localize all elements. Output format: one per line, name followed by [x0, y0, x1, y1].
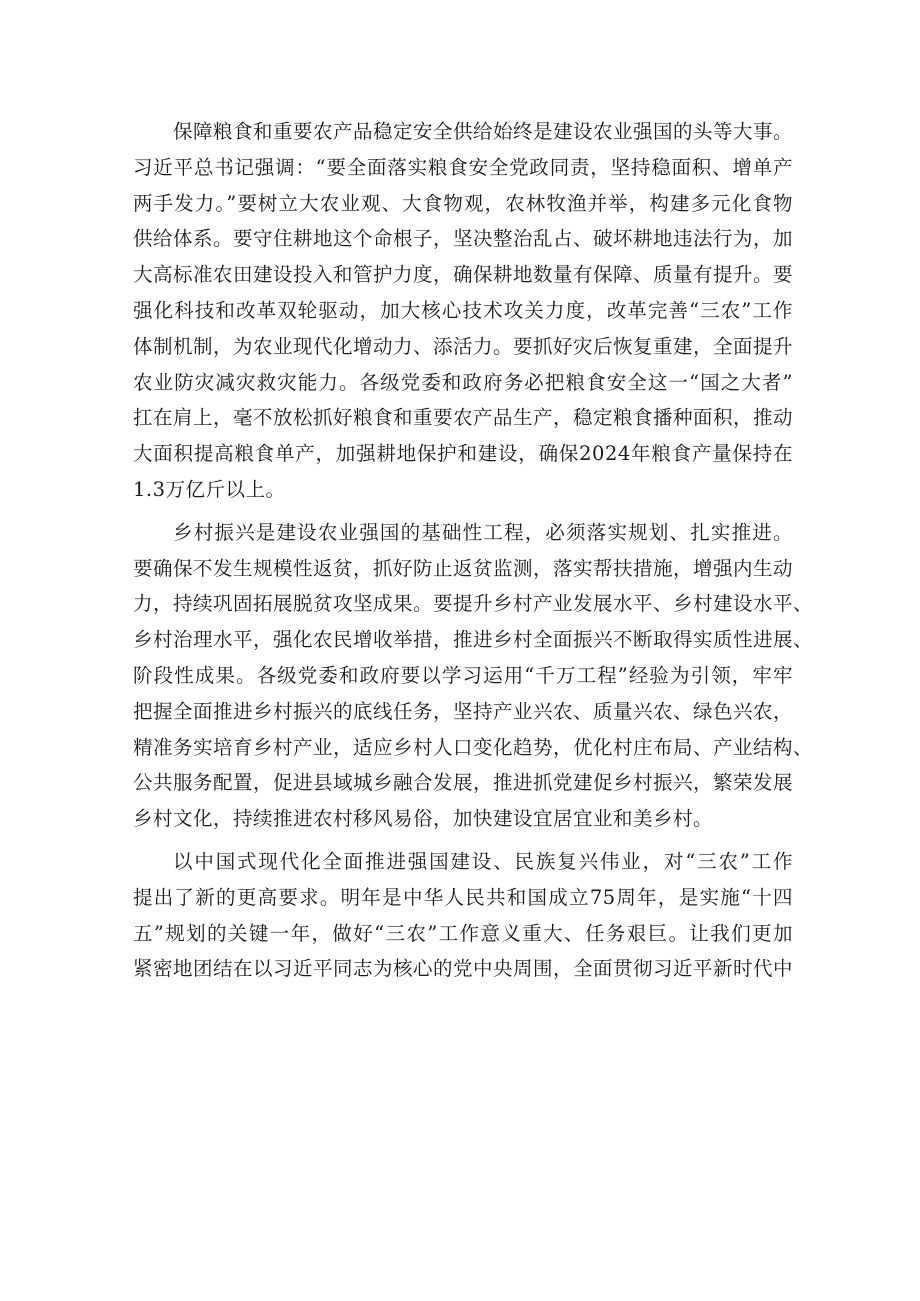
text-line: 扛在肩上，毫不放松抓好粮食和重要农产品生产，稳定粮食播种面积，推动: [133, 406, 794, 430]
paragraph-3: [133, 844, 793, 987]
text-line: 提出了新的更高要求。明年是中华人民共和国成立75周年，是实施“十四: [133, 885, 793, 909]
text-line: 精准务实培育乡村产业，适应乡村人口变化趋势，优化村庄布局、产业结构、: [133, 735, 814, 759]
text-line: 两手发力。”要树立大农业观、大食物观，农林牧渔并举，构建多元化食物: [133, 191, 793, 215]
text-line: 公共服务配置，促进县域城乡融合发展，推进抓党建促乡村振兴，繁荣发展: [133, 771, 794, 795]
text-line: 大面积提高粮食单产，加强耕地保护和建设，确保2024年粮食产量保持在: [133, 442, 793, 466]
text-line: 农业防灾减灾救灾能力。各级党委和政府务必把粮食安全这一“国之大者”: [133, 370, 793, 394]
paragraph-1: [133, 114, 793, 508]
text-line: 乡村治理水平，强化农民增收举措，推进乡村全面振兴不断取得实质性进展、: [133, 628, 814, 652]
text-line: 供给体系。要守住耕地这个命根子，坚决整治乱占、破坏耕地违法行为，加: [133, 227, 794, 251]
text-line: 1.3万亿斤以上。: [133, 477, 286, 501]
text-line: 紧密地团结在以习近平同志为核心的党中央周围，全面贯彻习近平新时代中: [133, 957, 794, 981]
text-line: 习近平总书记强调：“要全面落实粮食安全党政同责，坚持稳面积、增单产: [133, 155, 793, 179]
text-line: 以中国式现代化全面推进强国建设、民族复兴伟业，对“三农”工作: [173, 849, 793, 873]
text-line: 保障粮食和重要农产品稳定安全供给始终是建设农业强国的头等大事。: [173, 120, 794, 143]
text-line: 体制机制，为农业现代化增动力、添活力。要抓好灾后恢复重建，全面提升: [133, 334, 794, 358]
text-line: 阶段性成果。各级党委和政府要以学习运用“千万工程”经验为引领，牢牢: [133, 663, 793, 687]
text-line: 乡村振兴是建设农业强国的基础性工程，必须落实规划、扎实推进。: [173, 520, 793, 544]
text-line: 把握全面推进乡村振兴的底线任务，坚持产业兴农、质量兴农、绿色兴农，: [133, 699, 794, 723]
text-line: 大高标准农田建设投入和管护力度，确保耕地数量有保障、质量有提升。要: [133, 263, 794, 287]
text-line: 乡村文化，持续推进农村移风易俗，加快建设宜居宜业和美乡村。: [133, 807, 714, 831]
paragraph-2: [133, 515, 814, 837]
document-body: [133, 114, 814, 987]
text-line: 要确保不发生规模性返贫，抓好防止返贫监测，落实帮扶措施，增强内生动: [133, 556, 794, 580]
text-line: 五”规划的关键一年，做好“三农”工作意义重大、任务艰巨。让我们更加: [133, 921, 793, 945]
text-line: 力，持续巩固拓展脱贫攻坚成果。要提升乡村产业发展水平、乡村建设水平、: [133, 592, 814, 616]
text-line: 强化科技和改革双轮驱动，加大核心技术攻关力度，改革完善“三农”工作: [133, 298, 793, 322]
